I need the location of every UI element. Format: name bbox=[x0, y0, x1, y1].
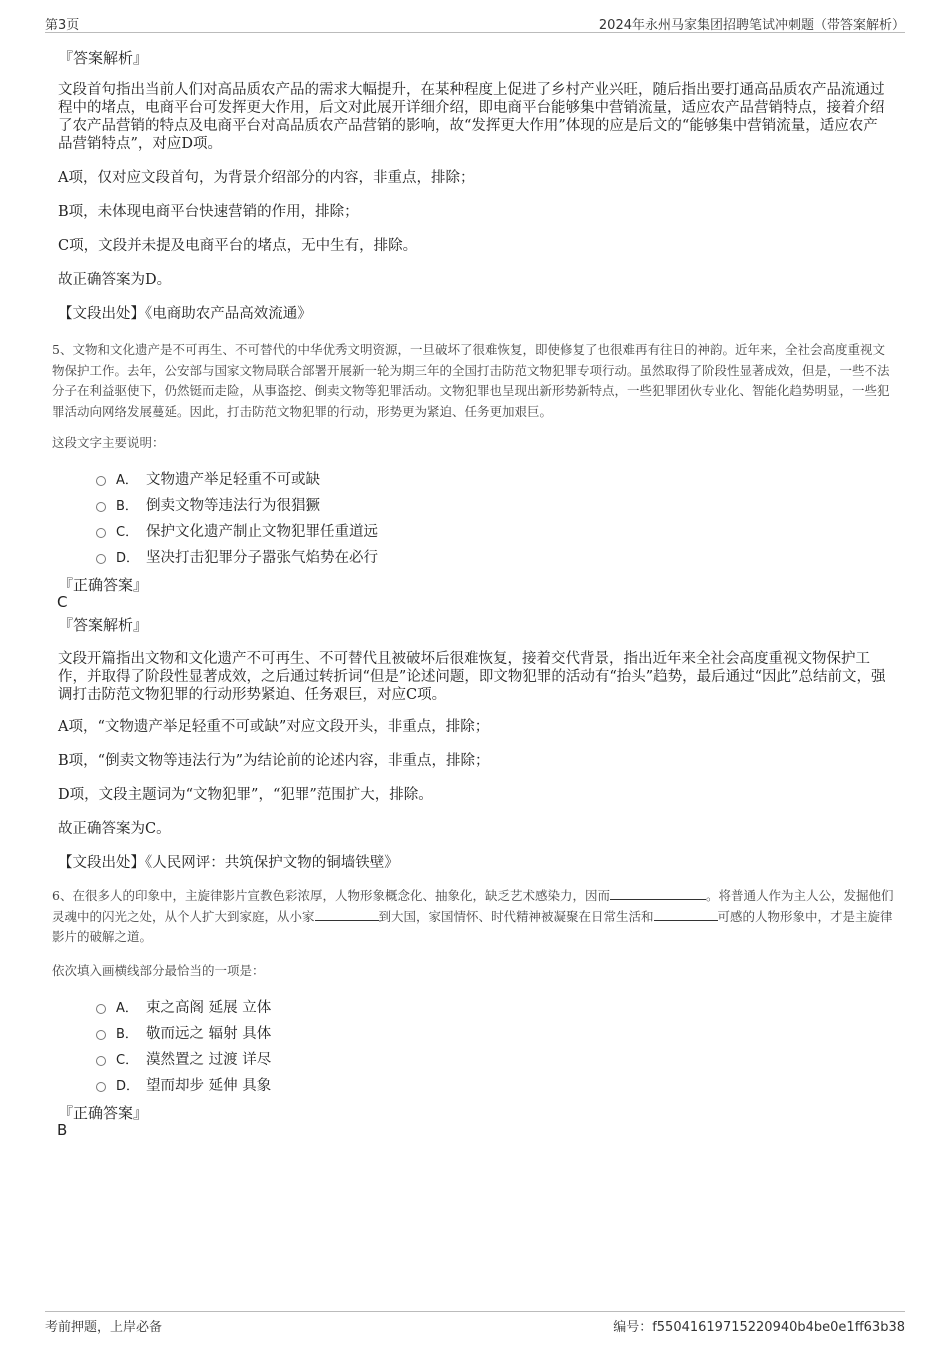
answer-label: 『正确答案』 bbox=[58, 1104, 149, 1122]
answer-blank bbox=[654, 908, 718, 921]
source: 【文段出处】《人民网评：共筑保护文物的铜墙铁壁》 bbox=[58, 855, 399, 871]
question-5-prompt: 这段文字主要说明： bbox=[52, 435, 165, 450]
document-title: 2024年永州马家集团招聘笔试冲刺题（带答案解析） bbox=[598, 18, 905, 33]
option-a-note: A项，“文物遗产举足轻重不可或缺”对应文段开头，非重点，排除； bbox=[58, 719, 490, 735]
correct-answer: B bbox=[57, 1121, 68, 1139]
option-b-note: B项，“倒卖文物等违法行为”为结论前的论述内容，非重点，排除； bbox=[58, 753, 490, 769]
question-6-prompt: 依次填入画横线部分最恰当的一项是： bbox=[52, 963, 265, 978]
radio-icon[interactable] bbox=[96, 554, 106, 564]
option-d[interactable]: D． 坚决打击犯罪分子嚣张气焰势在必行 bbox=[96, 546, 378, 566]
radio-icon[interactable] bbox=[96, 502, 106, 512]
answer-blank bbox=[610, 887, 706, 900]
radio-icon[interactable] bbox=[96, 476, 106, 486]
radio-icon[interactable] bbox=[96, 1030, 106, 1040]
analysis-label: 『答案解析』 bbox=[58, 616, 149, 634]
option-c-note: C项，文段并未提及电商平台的堵点，无中生有，排除。 bbox=[58, 238, 418, 254]
footer-slogan: 考前押题，上岸必备 bbox=[45, 1320, 163, 1335]
analysis-label: 『答案解析』 bbox=[58, 49, 149, 67]
page-footer bbox=[45, 1311, 905, 1334]
answer-blank bbox=[315, 908, 379, 921]
option-a-note: A项，仅对应文段首句，为背景介绍部分的内容，非重点，排除； bbox=[58, 170, 475, 186]
correct-answer: C bbox=[57, 593, 68, 611]
conclusion: 故正确答案为D。 bbox=[58, 272, 172, 288]
option-a[interactable]: A． 文物遗产举足轻重不可或缺 bbox=[96, 468, 320, 488]
source: 【文段出处】《电商助农产品高效流通》 bbox=[58, 306, 312, 322]
radio-icon[interactable] bbox=[96, 1004, 106, 1014]
radio-icon[interactable] bbox=[96, 1082, 106, 1092]
question-6-text: 6、在很多人的印象中，主旋律影片宣教色彩浓厚，人物形象概念化、抽象化，缺乏艺术感染力，因而 。将普通人作为主人公，发掘他们灵魂中的闪光之处，从个人扩大到家庭，从小家 到大国，家国情怀、时代精神被凝聚在日常生活和 可感的人物形象中，才是主旋律影片的破解之道。 bbox=[52, 888, 894, 944]
option-c[interactable]: C． 漠然置之 过渡 详尽 bbox=[96, 1048, 271, 1068]
option-a[interactable]: A． 束之高阁 延展 立体 bbox=[96, 996, 271, 1016]
option-d[interactable]: D． 望而却步 延伸 具象 bbox=[96, 1074, 271, 1094]
document-id: 编号：f55041619715220940b4be0e1ff63b38 bbox=[613, 1320, 905, 1335]
page-header bbox=[45, 12, 905, 33]
conclusion: 故正确答案为C。 bbox=[58, 821, 171, 837]
option-b[interactable]: B． 倒卖文物等违法行为很猖獗 bbox=[96, 494, 320, 514]
answer-label: 『正确答案』 bbox=[58, 576, 149, 594]
radio-icon[interactable] bbox=[96, 528, 106, 538]
option-d-note: D项，文段主题词为“文物犯罪”，“犯罪”范围扩大，排除。 bbox=[58, 787, 433, 803]
analysis-text: 文段开篇指出文物和文化遗产不可再生、不可替代且被破坏后很难恢复，接着交代背景，指出近年来全社会高度重视文物保护工作，并取得了阶段性显著成效，之后通过转折词“但是”论述问题，即文物犯罪的活动有“抬头”趋势，最后通过“因此”总结前文，强调打击防范文物犯罪的行动形势紧迫、任务艰巨，对应C项。 bbox=[58, 651, 886, 703]
analysis-text: 文段首句指出当前人们对高品质农产品的需求大幅提升，在某种程度上促进了乡村产业兴旺，随后指出要打通高品质农产品流通过程中的堵点，电商平台可发挥更大作用，后文对此展开详细介绍，即电商平台能够集中营销流量，适应农产品营销特点，接着介绍了农产品营销的特点及电商平台对高品质农产品营销的影响，故“发挥更大作用”体现的应是后文的“能够集中营销流量，适应农产品营销特点”，对应D项。 bbox=[58, 82, 885, 152]
page-number: 第3页 bbox=[45, 18, 80, 33]
radio-icon[interactable] bbox=[96, 1056, 106, 1066]
question-5-text: 5、文物和文化遗产是不可再生、不可替代的中华优秀文明资源，一旦破坏了很难恢复，即使修复了也很难再有往日的神韵。近年来，全社会高度重视文物保护工作。去年，公安部与国家文物局联合部署开展新一轮为期三年的全国打击防范文物犯罪专项行动。虽然取得了阶段性显著成效，但是，一些不法分子在利益驱使下，仍然铤而走险，从事盗挖、倒卖文物等犯罪活动。文物犯罪也呈现出新形势新特点，一些犯罪团伙专业化、智能化趋势明显，一些犯罪活动向网络发展蔓延。因此，打击防范文物犯罪的行动，形势更为紧迫、任务更加艰巨。 bbox=[52, 342, 890, 419]
option-b-note: B项，未体现电商平台快速营销的作用，排除； bbox=[58, 204, 359, 220]
option-b[interactable]: B． 敬而远之 辐射 具体 bbox=[96, 1022, 271, 1042]
option-c[interactable]: C． 保护文化遗产制止文物犯罪任重道远 bbox=[96, 520, 378, 540]
